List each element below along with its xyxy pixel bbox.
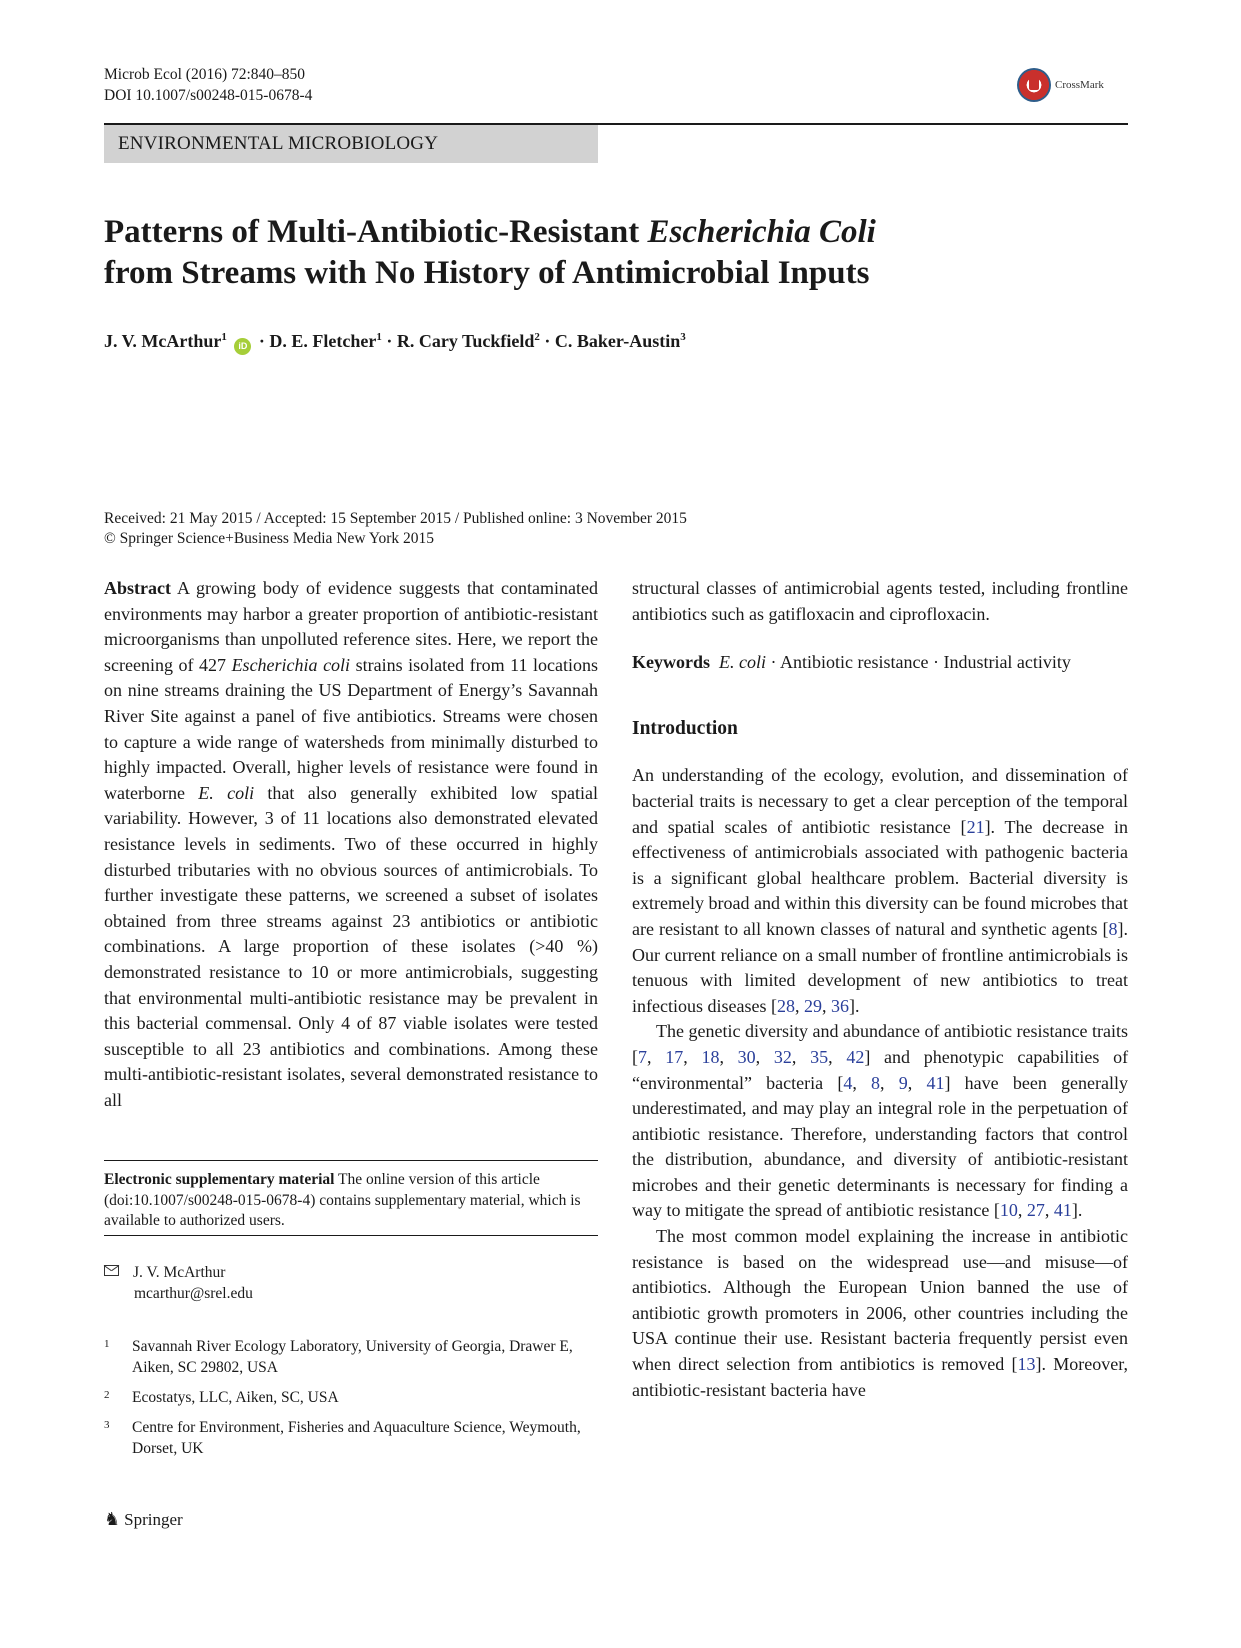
intro-paragraph	[632, 1224, 1128, 1403]
citation-link[interactable]: 29	[803, 995, 822, 1016]
citation-link[interactable]: 13	[1017, 1354, 1036, 1375]
species-name: Escherichia coli	[231, 654, 351, 675]
citation-link[interactable]: 35	[810, 1046, 829, 1067]
orcid-icon[interactable]: iD	[234, 338, 251, 355]
history-dates: Received: 21 May 2015 / Accepted: 15 September 2015 / Published online: 3 November 2015	[104, 510, 687, 527]
title-line2-text: from Streams with No History of Antimicrobial Inputs	[104, 255, 870, 291]
copyright-line: © Springer Science+Business Media New York 2015	[104, 530, 435, 547]
intro-text: ]. Moreover, antibiotic-resistant bacteria have	[632, 1354, 1129, 1400]
crossmark-label: CrossMark	[1055, 79, 1104, 91]
citation-link[interactable]: 30	[737, 1046, 756, 1067]
citation-link[interactable]: 21	[966, 816, 985, 837]
citation-link[interactable]: 10	[999, 1200, 1018, 1221]
intro-text: ]. Our current reliance on a small number of frontline antimicrobials is tenuous with limited development of new antibiotics to treat infectious diseases [	[632, 918, 1128, 1016]
citation-link[interactable]: 18	[701, 1046, 720, 1067]
esm-label: Electronic supplementary material	[104, 1171, 335, 1188]
keywords	[632, 650, 1128, 676]
publisher-logo	[104, 1509, 183, 1530]
author-name[interactable]: J. V. McArthur	[104, 331, 222, 351]
crossmark-icon	[1017, 68, 1051, 102]
intro-paragraph: The genetic diversity and abundance of antibiotic resistance traits [7, 17, 18, 30, 32, 35, 42] and phenotypic capabilities of “environmental” bacteria [4, 8, 9, 41] have been generally underestimated, and may play an integral role in the perpetuation of antibiotic resistance. Therefore, understanding factors that control the distribution, abundance, and diversity of antibiotic-resistant microbes and their genetic determinants is necessary for finding a way to mitigate the spread of antibiotic resistance [10, 27, 41].	[632, 1021, 1129, 1221]
abstract-continued: structural classes of antimicrobial agents tested, including frontline antibiotics such as gatifloxacin and ciprofloxacin.	[632, 578, 1128, 624]
intro-text: ]. The decrease in effectiveness of antimicrobials associated with pathogenic bacteria is a significant global healthcare problem. Bacterial diversity is extremely broad and within this diversity can be found microbes that are resistant to all known classes of natural and synthetic agents [	[632, 816, 1128, 939]
species-name: E. coli	[198, 782, 255, 803]
intro-text: ].	[848, 995, 860, 1016]
title-species: Escherichia Coli	[647, 214, 876, 250]
abstract-text: A growing body of evidence suggests that contaminated environments may harbor a greater proportion of antibiotic-resistant microorganisms than unpolluted reference sites. Here, we report the screening of 427	[104, 578, 598, 675]
keywords-label: Keywords	[632, 652, 710, 673]
affiliation-text: Centre for Environment, Fisheries and Aquaculture Science, Weymouth, Dorset, UK	[132, 1419, 581, 1457]
citation-link[interactable]: 28	[776, 995, 795, 1016]
intro-text: An understanding of the ecology, evolution, and dissemination of bacterial traits is necessary to get a clear perception of the temporal and spatial scales of antibiotic resistance [	[632, 765, 1128, 837]
citation-link[interactable]: 8	[871, 1072, 881, 1093]
citation-link[interactable]: 9	[898, 1072, 908, 1093]
esm-text: The online version of this article (doi:10.1007/s00248-015-0678-4) contains supplementary material, which is available to authorized users.	[104, 1171, 581, 1229]
author-name[interactable]: R. Cary Tuckfield	[396, 331, 535, 351]
journal-doi: DOI 10.1007/s00248-015-0678-4	[104, 87, 313, 104]
introduction-heading: Introduction	[632, 717, 738, 739]
springer-horse-icon: ♞	[104, 1509, 121, 1529]
intro-text: The genetic diversity and abundance of antibiotic resistance traits [	[632, 1021, 1128, 1067]
author-name[interactable]: C. Baker-Austin	[554, 331, 681, 351]
intro-text: The most common model explaining the increase in antibiotic resistance is based on the widespread use—and misuse—of antibiotics. Although the European Union banned the use of antibiotic growth promoters in 2006, other countries including the USA continue their use. Resistant bacteria frequently persist even when direct selection from antibiotics is removed [	[632, 1226, 1128, 1375]
intro-text: ].	[1071, 1200, 1083, 1221]
journal-citation	[104, 64, 312, 106]
keyword-species: E. coli	[719, 652, 766, 673]
intro-paragraph: An understanding of the ecology, evolution, and dissemination of bacterial traits is necessary to get a clear perception of the temporal and spatial scales of antibiotic resistance [21]. The decrease in effectiveness of antimicrobials associated with pathogenic bacteria is a significant global healthcare problem. Bacterial diversity is extremely broad and within this diversity can be found microbes that are resistant to all known classes of natural and synthetic agents [8]. Our current reliance on a small number of frontline antimicrobials is tenuous with limited development of new antibiotics to treat infectious diseases [28, 29, 36].	[632, 765, 1128, 1016]
affiliation-number: 2	[104, 1389, 110, 1401]
abstract	[104, 576, 598, 1113]
author-affiliation-mark: 3	[680, 331, 686, 343]
intro-text: ] and phenotypic capabilities of “environmental” bacteria [	[632, 1046, 1129, 1093]
affiliation-item	[104, 1337, 598, 1378]
author-list	[104, 325, 686, 355]
citation-link[interactable]: 42	[846, 1046, 865, 1067]
affiliation-item	[104, 1388, 598, 1409]
affiliation-text: Ecostatys, LLC, Aiken, SC, USA	[132, 1389, 339, 1406]
footnote-rule	[104, 1160, 598, 1161]
abstract-text: strains isolated from 11 locations on nine streams draining the US Department of Energy’s Savannah River Site against a panel of five antibiotics. Streams were chosen to capture a wide range of watersheds from minimally disturbed to highly impacted. Overall, higher levels of resistance were found in waterborne	[104, 654, 598, 803]
affiliation-item	[104, 1418, 598, 1459]
abstract-label: Abstract	[104, 578, 171, 598]
author-separator: ·	[258, 331, 265, 351]
citation-link[interactable]: 17	[665, 1046, 684, 1067]
author-separator: ·	[386, 331, 393, 351]
affiliation-number: 1	[104, 1338, 110, 1350]
crossmark-badge[interactable]	[1017, 68, 1127, 108]
affiliation-number: 3	[104, 1419, 110, 1431]
contact-email[interactable]: mcarthur@srel.edu	[134, 1284, 253, 1302]
affiliation-text: Savannah River Ecology Laboratory, University of Georgia, Drawer E, Aiken, SC 29802, USA	[132, 1338, 573, 1376]
author-name[interactable]: D. E. Fletcher	[269, 331, 377, 351]
section-label: ENVIRONMENTAL MICROBIOLOGY	[104, 125, 598, 163]
abstract-paragraph	[104, 576, 598, 1113]
abstract-text: that also generally exhibited low spatial variability. However, 3 of 11 locations also demonstrated elevated resistance levels in sediments. Two of these occurred in highly disturbed tributaries with no obvious sources of antimicrobials. To further investigate these patterns, we screened a subset of isolates obtained from three streams against 23 antibiotics or antibiotic combinations. A large proportion of these isolates (>40 %) demonstrated resistance to 10 or more antimicrobials, suggesting that environmental multi-antibiotic resistance may be prevalent in this bacterial commensal. Only 4 of 87 viable isolates were tested susceptible to all 23 antibiotics and combinations. Among these multi-antibiotic-resistant isolates, several demonstrated resistance to all	[104, 782, 598, 1110]
article-title	[104, 212, 1104, 294]
right-column	[632, 576, 1128, 1403]
envelope-icon	[104, 1265, 119, 1276]
citation-link[interactable]: 36	[830, 995, 849, 1016]
citation-link[interactable]: 4	[843, 1072, 853, 1093]
supplementary-note	[104, 1170, 598, 1232]
title-line1-text: Patterns of Multi-Antibiotic-Resistant	[104, 214, 648, 250]
footnote-rule	[104, 1235, 598, 1236]
citation-link[interactable]: 32	[773, 1046, 792, 1067]
citation-link[interactable]: 41	[1053, 1200, 1072, 1221]
author-affiliation-mark: 1	[376, 331, 382, 343]
citation-link[interactable]: 7	[638, 1046, 647, 1067]
author-affiliation-mark: 2	[534, 331, 540, 343]
contact-name: J. V. McArthur	[133, 1264, 226, 1281]
intro-text: ] have been generally underestimated, and may play an integral role in the perpetuation of antibiotic resistance. Therefore, understanding factors that control the distribution, abundance, and diversity of antibiotic-resistant microbes and their genetic determinants is necessary for finding a way to mitigate the spread of antibiotic resistance [	[632, 1072, 1129, 1221]
keywords-text: · Antibiotic resistance · Industrial activity	[766, 652, 1071, 673]
publisher-name: Springer	[124, 1510, 183, 1529]
citation-link[interactable]: 8	[1108, 918, 1118, 939]
corresponding-author	[104, 1263, 253, 1304]
article-dates	[104, 509, 687, 549]
citation-link[interactable]: 27	[1026, 1200, 1045, 1221]
author-affiliation-mark: 1	[221, 331, 227, 343]
author-separator: ·	[544, 331, 551, 351]
citation-link[interactable]: 41	[926, 1072, 945, 1093]
journal-volume: Microb Ecol (2016) 72:840–850	[104, 66, 306, 83]
